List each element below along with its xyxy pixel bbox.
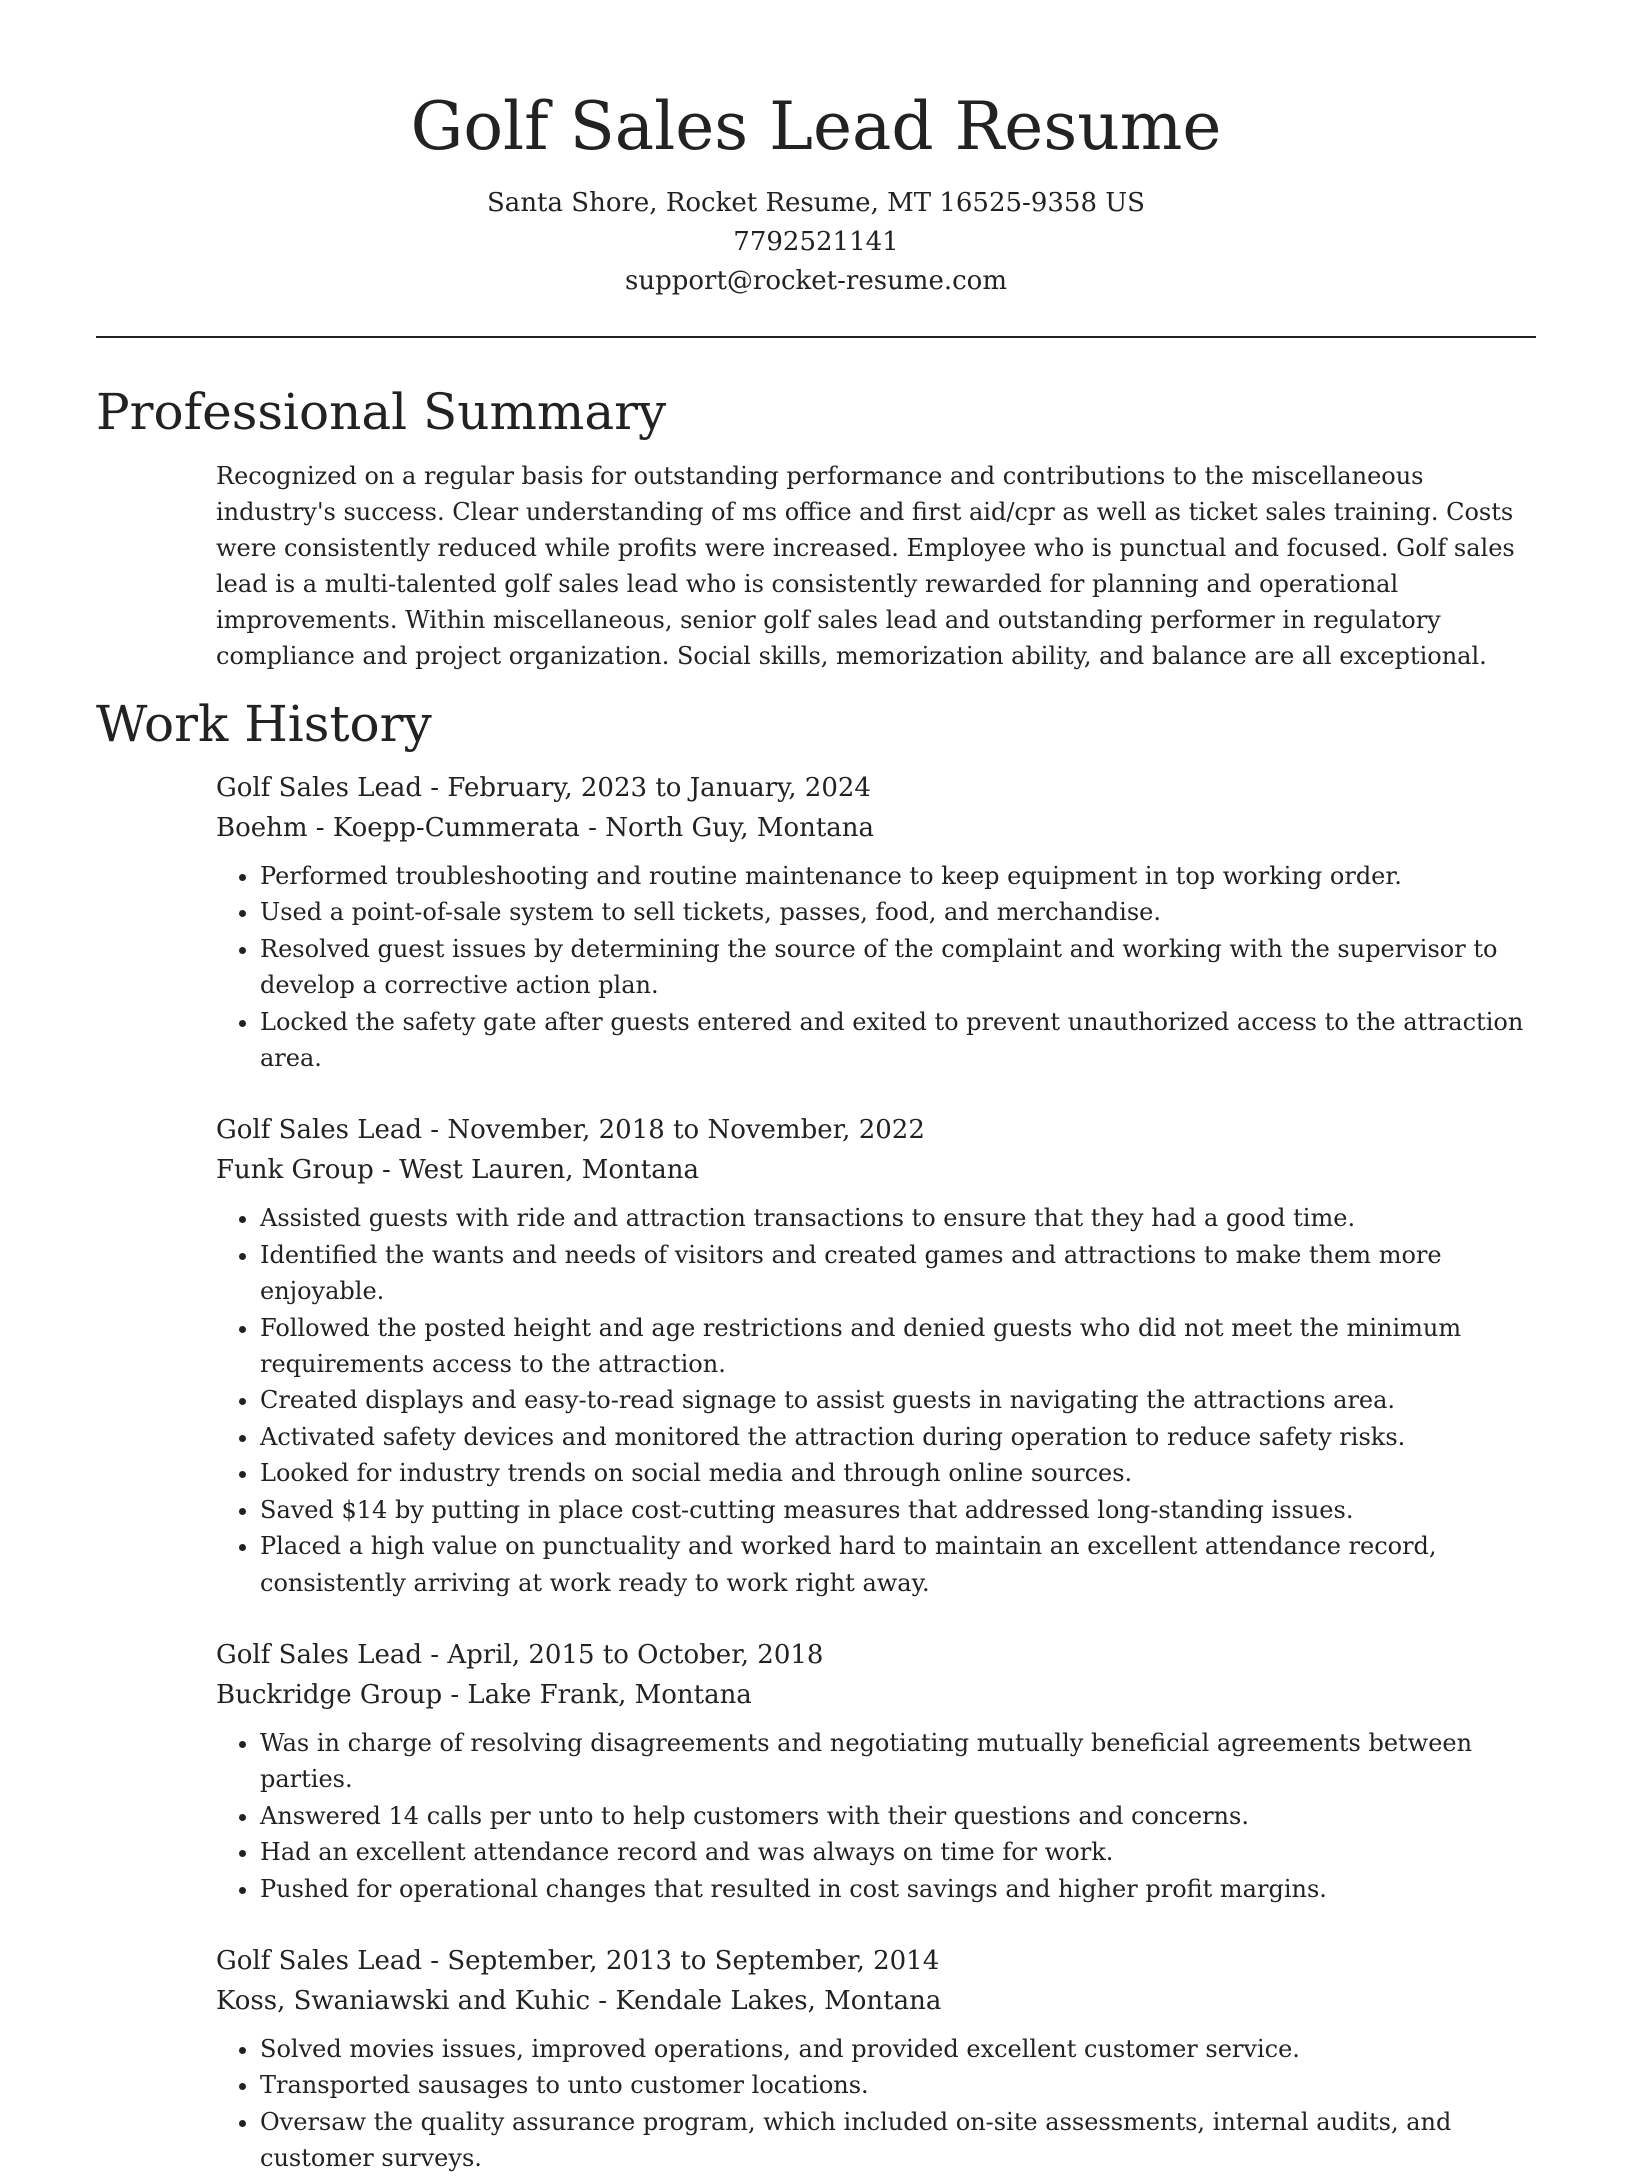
separator: - [422,1639,448,1670]
job-company-line [216,1150,1536,1190]
bullet-item: • Locked the safety gate after guests entered and exited to prevent unauthorized access to the attraction area. [260,1004,1536,1077]
bullet-item: • Created displays and easy-to-read signage to assist guests in navigating the attractions area. [260,1382,1536,1418]
contact-info [96,184,1536,301]
summary-heading: Professional Summary [96,383,667,441]
separator: - [422,1945,448,1976]
bullet-item: • Placed a high value on punctuality and worked hard to maintain an excellent attendance record, consistently arriving at work ready to work right away. [260,1528,1536,1601]
job-dates: November, 2018 to November, 2022 [447,1115,925,1146]
bullet-item: • Identified the wants and needs of visitors and created games and attractions to make them more enjoyable. [260,1237,1536,1310]
job-title-line [216,1941,1536,1981]
job-title-line [216,768,1536,808]
bullet-item: • Activated safety devices and monitored the attraction during operation to reduce safety risks. [260,1419,1536,1455]
job-location: Kendale Lakes, Montana [615,1985,942,2016]
separator: - [373,1155,400,1186]
job-company: Koss, Swaniawski and Kuhic [216,1985,591,2016]
phone: 7792521141 [733,227,899,257]
bullet-item: • Looked for industry trends on social media and through online sources. [260,1455,1536,1491]
bullet-item: • Solved movies issues, improved operations, and provided excellent customer service. [260,2031,1536,2067]
job-location: North Guy, Montana [605,813,875,843]
bullet-item: • Answered 14 calls per unto to help customers with their questions and concerns. [260,1798,1536,1834]
bullet-item: • Performed troubleshooting and routine maintenance to keep equipment in top working order. [260,858,1536,894]
header-divider [96,336,1536,338]
job-role: Golf Sales Lead [216,1639,423,1670]
bullet-item: • Was in charge of resolving disagreements and negotiating mutually beneficial agreements between parties. [260,1725,1536,1798]
job-role: Golf Sales Lead [216,773,423,803]
work-history-heading: Work History [96,695,432,753]
job-dates: September, 2013 to September, 2014 [447,1945,940,1976]
job-entry [216,1635,1536,1907]
separator: - [442,1679,468,1710]
work-history-list [96,768,1536,2177]
separator: - [422,773,448,803]
job-role: Golf Sales Lead [216,1115,423,1146]
resume-page [96,0,1536,2177]
job-bullets [216,1725,1536,1907]
job-location: Lake Frank, Montana [467,1679,752,1710]
separator: - [579,813,606,843]
job-company-line [216,1675,1536,1715]
bullet-item: • Resolved guest issues by determining the source of the complaint and working with the supervisor to develop a corrective action plan. [260,931,1536,1004]
job-role: Golf Sales Lead [216,1945,423,1976]
job-bullets [216,858,1536,1076]
bullet-item: • Had an excellent attendance record and was always on time for work. [260,1834,1536,1870]
bullet-item: • Saved $14 by putting in place cost-cutting measures that addressed long-standing issues. [260,1492,1536,1528]
resume-header [96,0,1536,301]
bullet-item: • Oversaw the quality assurance program, which included on-site assessments, internal audits, and customer surveys. [260,2104,1536,2177]
address: Santa Shore, Rocket Resume, MT 16525-9358 US [487,188,1145,218]
job-bullets [216,1200,1536,1600]
job-company-line [216,1981,1536,2021]
job-dates: April, 2015 to October, 2018 [447,1639,824,1670]
separator: - [422,1115,448,1146]
job-company: Funk Group [216,1155,374,1186]
summary-text: Recognized on a regular basis for outstanding performance and contributions to the miscellaneous industry's success. Clear understanding of ms office and first aid/cpr as well as ticket sales training. Costs were consistently reduced while profits were increased. Employee who is punctual and focused. Golf sales lead is a multi-talented golf sales lead who is consistently rewarded for planning and operational improvements. Within miscellaneous, senior golf sales lead and outstanding performer in regulatory compliance and project organization. Social skills, memorization ability, and balance are all exceptional. [216,462,1515,670]
bullet-item: • Pushed for operational changes that resulted in cost savings and higher profit margins. [260,1871,1536,1907]
job-bullets [216,2031,1536,2177]
job-entry [216,1941,1536,2177]
job-entry [216,1110,1536,1600]
email: support@rocket-resume.com [624,266,1007,296]
bullet-item: • Assisted guests with ride and attraction transactions to ensure that they had a good time. [260,1200,1536,1236]
job-title-line [216,1110,1536,1150]
job-entry [216,768,1536,1076]
job-location: West Lauren, Montana [399,1155,699,1186]
resume-title: Golf Sales Lead Resume [410,88,1222,165]
job-dates: February, 2023 to January, 2024 [447,773,871,803]
separator: - [590,1985,616,2016]
job-company: Buckridge Group [216,1679,443,1710]
bullet-item: • Followed the posted height and age restrictions and denied guests who did not meet the minimum requirements access to the attraction. [260,1310,1536,1383]
bullet-item: • Used a point-of-sale system to sell tickets, passes, food, and merchandise. [260,894,1536,930]
job-title-line [216,1635,1536,1675]
bullet-item: • Transported sausages to unto customer locations. [260,2067,1536,2103]
job-company: Boehm - Koepp-Cummerata [216,813,580,843]
job-company-line [216,808,1536,848]
